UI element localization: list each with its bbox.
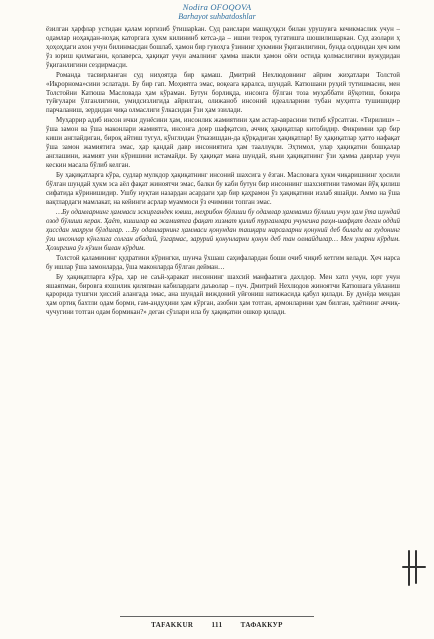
page-header bbox=[0, 2, 434, 22]
footer-journal-cyrillic: ТАФАККУР bbox=[240, 621, 283, 629]
page-number: 111 bbox=[211, 621, 223, 629]
footer-journal-latin: TAFAKKUR bbox=[151, 621, 194, 629]
paragraph: Бу ҳақиқатларга кўра, судлар мулкдор ҳақиқатнинг инсоний шахсига у ёзган. Масловага ҳукм чиқаришнинг ҳосили бўлган шундай ҳукм эса аёл фақат жиноятчи эмас, балки бу каби бутун бир инсоннинг шахсиятини тамоман йўқ қилиш сифатида кўринишидир. Ушбу нуқтаи назардан асардаги ҳар бир қаҳрамон ўз ҳақиқатини излаб яшайди. Аммо на ўша вақтлардаги мамлакат, на кейинги асрлар муаммоси ўз ечимини топган эмас. bbox=[46, 172, 400, 206]
paragraph: Муҳаррир адиб инсон ички дунёсини ҳам, инсонлик жамиятини ҳам астар-аврасини титиб кўрсатган. «Тирилиш» – ўша замон ва ўша маконлари жамиятга, инсонга доир шафқатсиз, аччиқ ҳақиқатлар китобидир. Фикримни ҳар бир киши англайдиган, бироқ айтиш тугул, кўнглидан ўтказишдан-да қўрқадиган ҳақиқатлар! Бу ҳақиқатлар ҳатто нафақат ўша замон жамиятига эмас, ҳар қандай давр инсониятига ҳам тааллуқли. Эҳтимол, улар ҳақиқатни бошқалар англашини, жамият уни кўришини истамайди. Бу ҳақиқат мана шундай, яъни ҳақиқатнинг ўзи ҳамма даврлар учун кескин масала бўлиб келган. bbox=[46, 117, 400, 169]
paragraph: Романда тасвирланган суд ниҳоятда бир қамаш. Дмитрий Нехлюдовнинг айрим жиҳатлари Толстой «Иқрорнома»сини эслатади. Бу бир гап. Моҳиятга эмас, воқеага қаралса, шундай. Катюшани руҳий тутишмасин, мен Толстойни Катюша Масловада ҳам кўраман. Бутун борлиқда, инсонга бўлган тоза муҳаббати йўқотиш, бокира туйғулари ўлганлигини, умидсизлигида айрилган, олижаноб инсоний идеалларини тубан муҳитга тушишидир парчаланиш, зердидан чиқа олмаслиги ўлкасидан ўзи ҳам эзилади. bbox=[46, 71, 400, 115]
author-name: Nodira OFOQOVA bbox=[182, 2, 252, 12]
footer-divider bbox=[120, 616, 314, 617]
article-body bbox=[46, 26, 400, 319]
page-footer bbox=[0, 621, 434, 629]
paragraph: Толстой қаламининг қудратини кўрингки, шунча ўхшаш саҳифалардан боши очиб чиқиб кетгим келади. Ҳеч нарса бу ишлар ўша замонларда, ўша маконларда бўлган дейман… bbox=[46, 254, 400, 271]
paragraph: Бу ҳақиқатларга кўра, ҳар не саъй-ҳаракат инсоннинг шахсий манфаатига дахлдор. Мен хатл учун, юрт учун яшаяпман, бировга яхшилик қиляпман кабилардаги даъволар – пуч. Дмитрий Нехлюдов жиноятчи Катюшага уйланиш қарорида тушгни ҳиссий алангада эмас, ана шундай виждоний уйғониш натижасида қабул қилади. Бу дунёда мендан ҳам ортиқ бахтли одам борми, ғам-андуҳини ҳам кўрган, азобни ҳам тотган, армонларини ҳам билган, ҳаётнинг аччиқ-чучугини тотган одам бормикан?» деган сўзлари ила бу ҳақиқатни ошкор қилади. bbox=[46, 273, 400, 317]
article-subtitle: Barhayot suhbatdoshlar bbox=[178, 12, 256, 21]
paragraph: …Бу одамларнинг ҳаммаси эскиргандек ювиш, меҳрибон бўлиши бу одамлар ҳаммамиз бўлиши учун ҳам ўта шундай озод бўлиши керак. Ҳаёт, кишилар ва жамиятга фақат хизмат қилиб турганлари учунгина раҳм-шафқат деган оддий ҳиссдан маҳрум бўлдилар. …Бу одамларнинг ҳаммаси қонундан ташқари нарсаларни қонуний деб билади ва худонинг ўзи инсонлар кўнглига солган абадий, ўзгармас, зарурий қонунларни қонун деб тан олмайдилар… Мен уларни кўрдим. Ҳозиргина ўз кўзим билан кўрдим. bbox=[46, 208, 400, 252]
paragraph: ёзилган ҳарфлар устидан қалам юргизиб ўтишарkан. Суд раислари машқуҳқси билан урушувга кечикмаслик учун – одамлар ноҳақдан-ноҳақ каторгага ҳукм килининб кетса-да – ишни тезроқ тугатишга шошилишаркан. Суд азолари ҳ ҳоҳоҳдаги ахон учун билинмасдан бошлаб, ҳамон бир гувоҳга ўзининг ҳукмини ўқиганлигини, бунда олдиндан ҳеч ким ўз юриш қилмагани, қолаверса, ҳақиқат учун амалнинг ҳамма шакли ҳамон оёғи остида қолмаслигини вужудидан ўқиганлигини сездирмасди. bbox=[46, 26, 400, 69]
handwritten-mark bbox=[400, 547, 428, 587]
